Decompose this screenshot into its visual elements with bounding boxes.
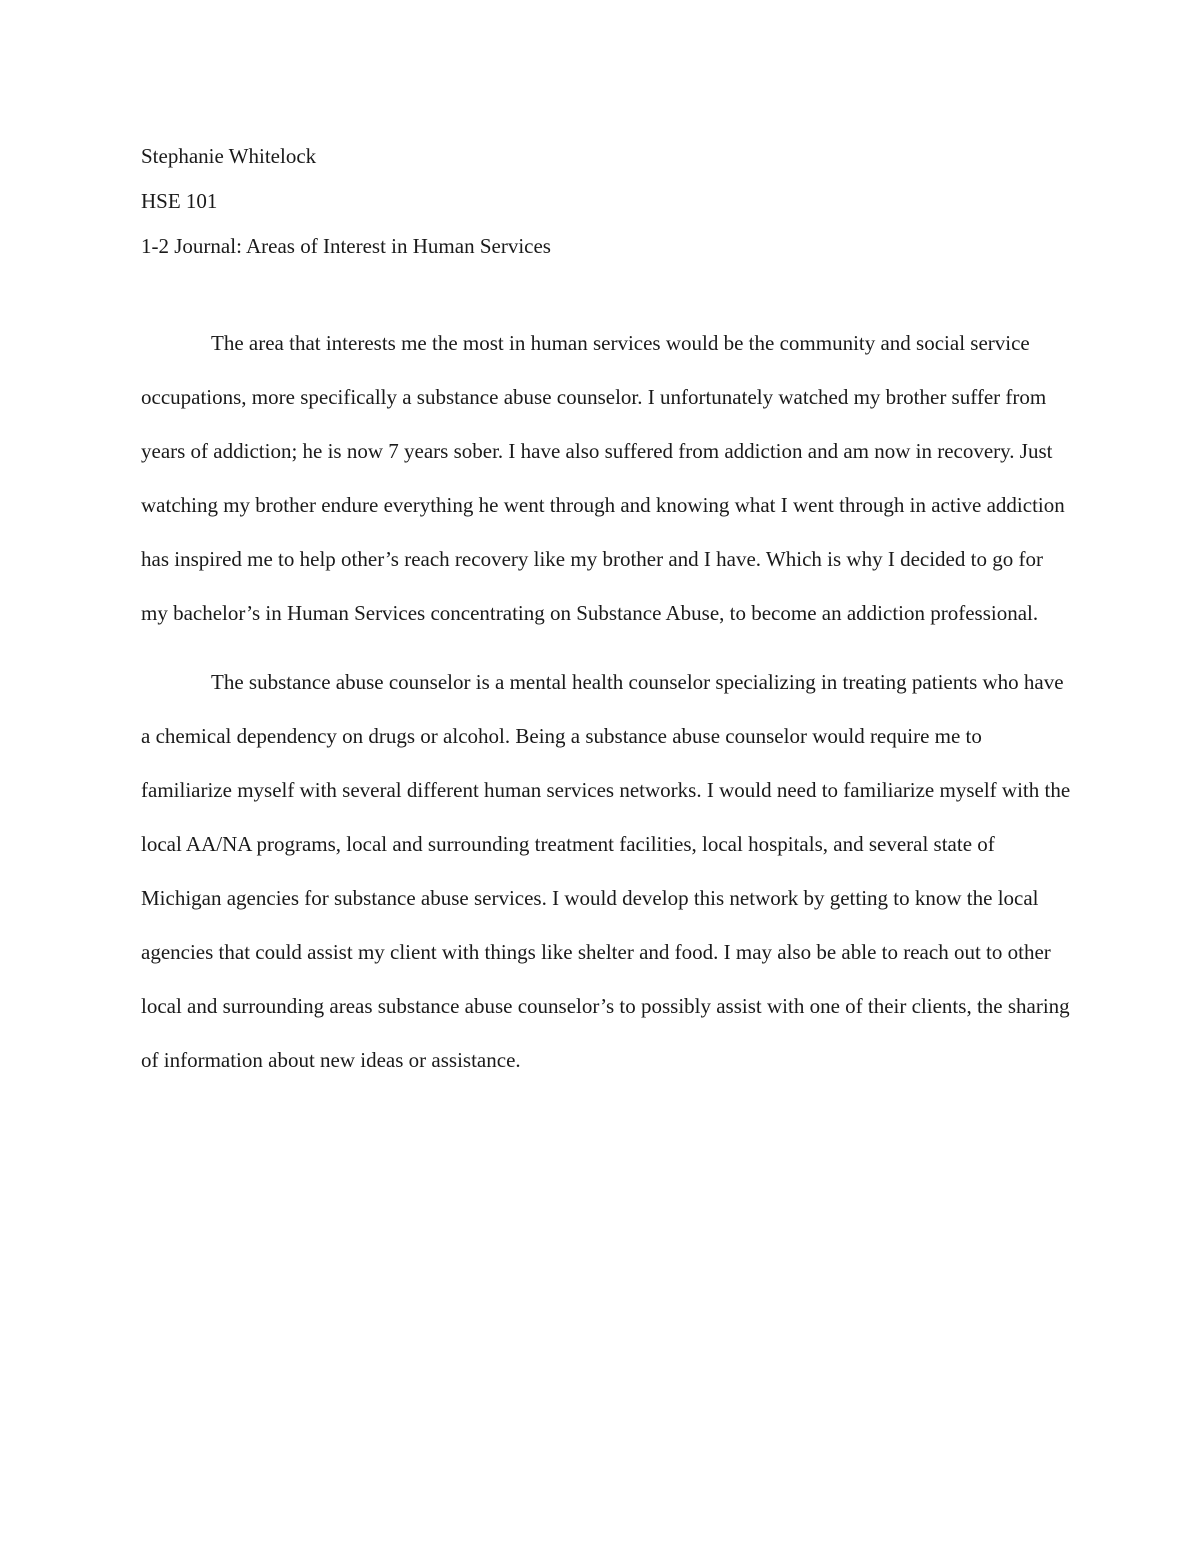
author-name: Stephanie Whitelock — [141, 144, 317, 168]
document-header — [141, 141, 1091, 275]
paragraph-2: The substance abuse counselor is a mental health counselor specializing in treating patients who have a chemical dependency on drugs or alcohol. Being a substance abuse counselor would require me to familiarize myself with several different human services networks. I would need to familiarize myself with the local AA/NA programs, local and surrounding treatment facilities, local hospitals, and several state of Michigan agencies for substance abuse services. I would develop this network by getting to know the local agencies that could assist my client with things like shelter and food. I may also be able to reach out to other local and surrounding areas substance abuse counselor’s to possibly assist with one of their clients, the sharing of information about new ideas or assistance. — [141, 669, 1071, 1073]
course-code: HSE 101 — [141, 188, 218, 213]
paragraph-1: The area that interests me the most in human services would be the community and social service occupations, more specifically a substance abuse counselor. I unfortunately watched my brother suffer from years of addiction; he is now 7 years sober. I have also suffered from addiction and am now in recovery. Just watching my brother endure everything he went through and knowing what I went through in active addiction has inspired me to help other’s reach recovery like my brother and I have. Which is why I decided to go for my bachelor’s in Human Services concentrating on Substance Abuse, to become an addiction professional. — [141, 331, 1065, 626]
document-body — [141, 316, 1071, 1087]
document-title: 1-2 Journal: Areas of Interest in Human Services — [141, 233, 551, 258]
